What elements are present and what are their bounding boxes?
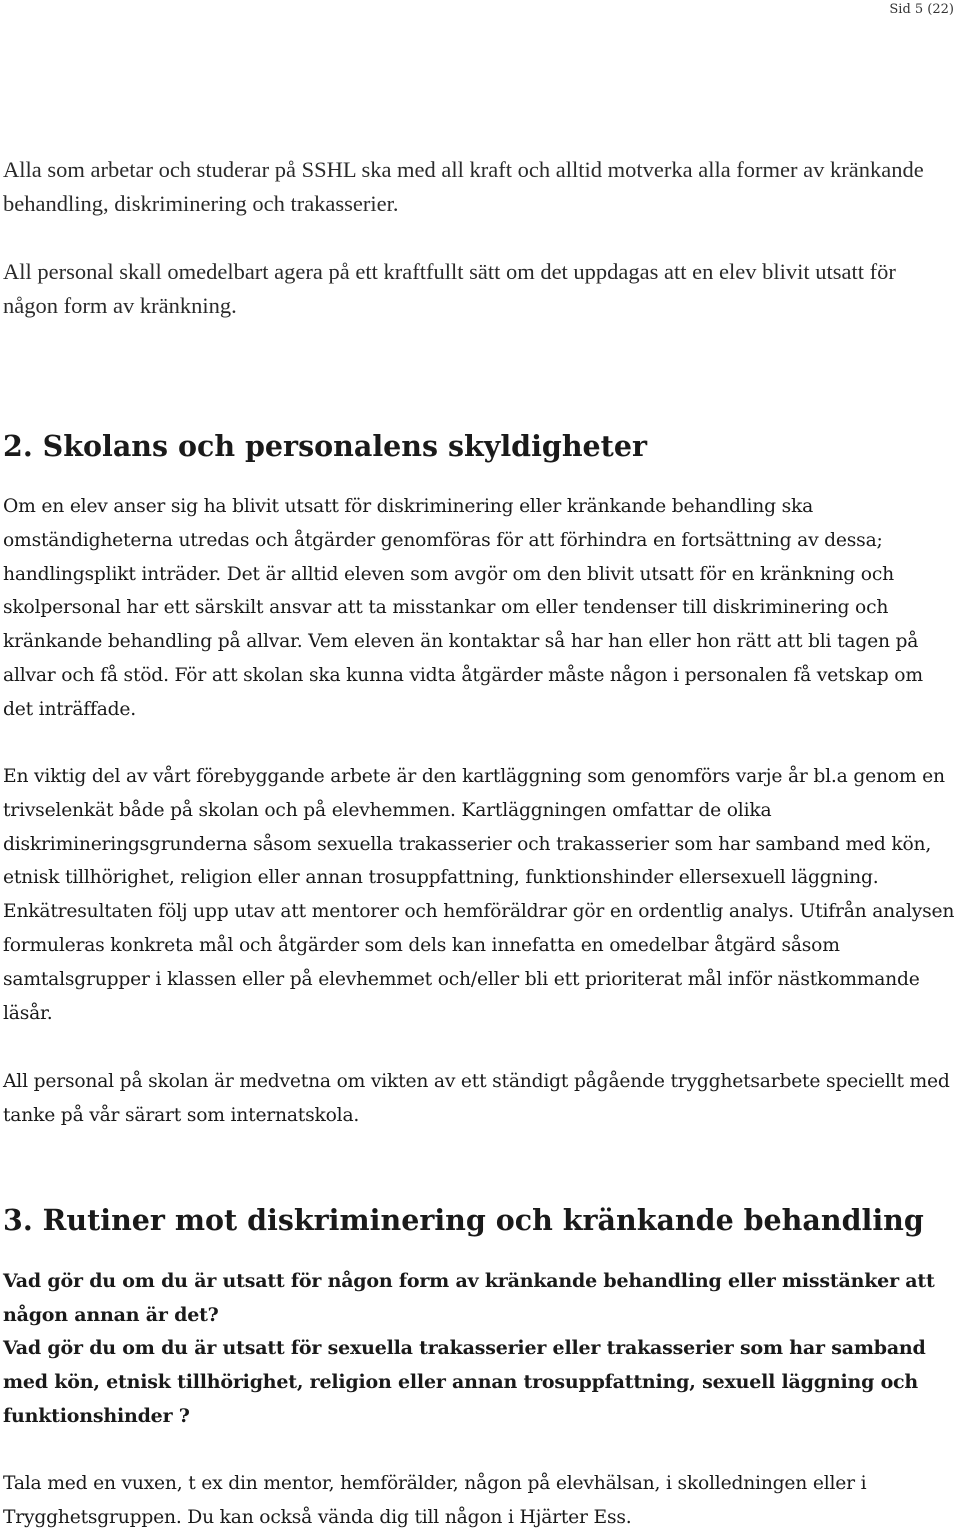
section-2-paragraph-2: En viktig del av vårt förebyggande arbete är den kartläggning som genomförs varje år bl.a genom en trivselenkät både på skolan och på elevhemmen. Kartläggningen omfattar de olika diskrimineringsgrunderna såsom sexuella trakasserier och trakasserier som har samband med kön, etnisk tillhörighet, religion eller annan trosuppfattning, funktionshinder ellersexuell läggning. Enkätresultaten följ upp utav att mentorer och hemföräldrar gör en ordentlig analys. Utifrån analysen formuleras konkreta mål och åtgärder som dels kan innefatta en omedelbar åtgärd såsom samtalsgrupper i klassen eller på elevhemmet och/eller bli ett prioriterat mål inför nästkommande läsår. xyxy=(3,766,955,1024)
section-2-paragraph-3: All personal på skolan är medvetna om vikten av ett ständigt pågående trygghetsarbete speciellt med tanke på vår särart som internatskola. xyxy=(3,1071,950,1126)
intro-paragraph-1: Alla som arbetar och studerar på SSHL ska med all kraft och alltid motverka alla former av kränkande behandling, diskriminering och trakasserier. xyxy=(3,157,924,216)
intro-paragraph-2: All personal skall omedelbart agera på ett kraftfullt sätt om det uppdagas att en elev blivit utsatt för någon form av kränkning. xyxy=(3,259,896,318)
page-number: Sid 5 (22) xyxy=(889,2,954,17)
section-3-answer: Tala med en vuxen, t ex din mentor, hemförälder, någon på elevhälsan, i skolledningen eller i Trygghetsgruppen. Du kan också vända dig till någon i Hjärter Ess. xyxy=(3,1473,867,1528)
section-3-heading: 3. Rutiner mot diskriminering och kränkande behandling xyxy=(3,1203,924,1237)
section-3-question-2: Vad gör du om du är utsatt för sexuella trakasserier eller trakasserier som har samband med kön, etnisk tillhörighet, religion eller annan trosuppfattning, sexuell läggning och funktionshinder ? xyxy=(3,1337,926,1427)
section-2-heading: 2. Skolans och personalens skyldigheter xyxy=(3,429,647,463)
section-3-question-1: Vad gör du om du är utsatt för någon form av kränkande behandling eller misstänker att någon annan är det? xyxy=(3,1270,935,1326)
section-2-paragraph-1: Om en elev anser sig ha blivit utsatt för diskriminering eller kränkande behandling ska omständigheterna utredas och åtgärder genomföras för att förhindra en fortsättning av dessa; handlingsplikt inträder. Det är alltid eleven som avgör om den blivit utsatt för en kränkning och skolpersonal har ett särskilt ansvar att ta misstankar om eller tendenser till diskriminering och kränkande behandling på allvar. Vem eleven än kontaktar så har han eller hon rätt att bli tagen på allvar och få stöd. För att skolan ska kunna vidta åtgärder måste någon i personalen få vetskap om det inträffade. xyxy=(3,496,923,720)
